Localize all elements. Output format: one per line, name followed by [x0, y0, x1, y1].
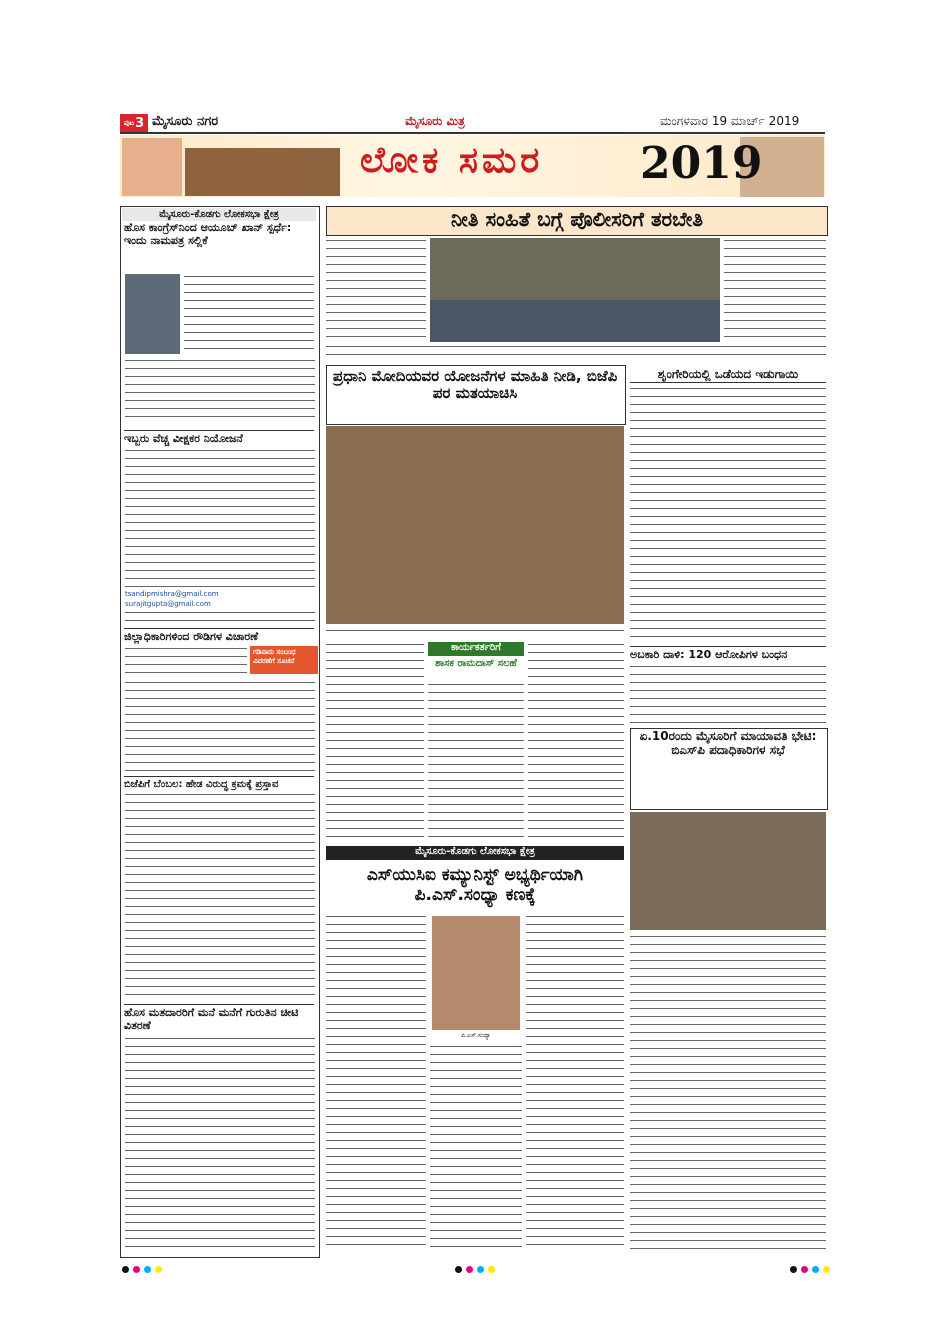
sandhya-photo [432, 916, 520, 1030]
modi-story-photo [326, 426, 624, 624]
suci-text-3 [526, 914, 624, 1250]
suci-text-1 [326, 914, 426, 1250]
left-story2-text-cont [125, 610, 315, 624]
banner-title: ಲೋಕ ಸಮರ [360, 140, 544, 181]
left-story5-headline: ಹೊಸ ಮತದಾರರಿಗೆ ಮನೆ ಮನೆಗೆ ಗುರುತಿನ ಚೀಟಿ ವಿತರಣೆ [124, 1004, 314, 1032]
reg-dot-cyan [144, 1266, 151, 1273]
right-story2-headline: ಅಬಕಾರಿ ದಾಳಿ: 120 ಆರೋಪಿಗಳ ಬಂಧನ [630, 646, 826, 662]
issue-date: ಮಂಗಳವಾರ 19 ಮಾರ್ಚ್ 2019 [660, 114, 800, 128]
top-story-text-3 [326, 344, 826, 360]
left-story2-headline: ಇಬ್ಬರು ವೆಚ್ಚ ವೀಕ್ಷಕರ ನಿಯೋಜನೆ [124, 430, 314, 446]
reg-dot-black [122, 1266, 129, 1273]
section-name: ಮೈಸೂರು ನಗರ [152, 114, 219, 129]
left-kicker: ಮೈಸೂರು-ಕೊಡಗು ಲೋಕಸಭಾ ಕ್ಷೇತ್ರ [122, 208, 316, 221]
left-story1-text-cont [125, 358, 315, 424]
left-headline: ಹೊಸ ಕಾಂಗ್ರೆಸ್‌ನಿಂದ ಆಯೂಬ್ ಖಾನ್ ಸ್ಪರ್ಧೆ: ಇಂದು ನಾಮಪತ್ರ ಸಲ್ಲಿಕೆ [124, 221, 292, 247]
ayub-khan-photo [125, 274, 180, 354]
right-story3-text [630, 934, 826, 1250]
reg-dot-black [790, 1266, 797, 1273]
sandhya-photo-caption: ಪಿ.ಎಸ್.ಸಂಧ್ಯಾ [461, 1032, 491, 1039]
left-story5-text [125, 1036, 315, 1250]
left-story3-headline: ಜಿಲ್ಲಾಧಿಕಾರಿಗಳಿಂದ ರೌಡಿಗಳ ವಿಚಾರಣೆ [124, 628, 314, 644]
reg-dot-yellow [488, 1266, 495, 1273]
left-story3-text [125, 646, 247, 676]
banner-year: 2019 [640, 138, 763, 189]
registration-marks-center [455, 1266, 495, 1273]
masthead: ಮೈಸೂರು ಮಿತ್ರ [405, 114, 465, 128]
left-story2-text [125, 448, 315, 588]
reg-dot-yellow [823, 1266, 830, 1273]
left-story3-badge: ಗಡಿಪಾರು ಸಂಬಂಧ ವಿವರಣೆಗೆ ಸೂಚನೆ [250, 646, 318, 674]
modi-photo-caption [326, 628, 624, 638]
registration-marks-right [790, 1266, 830, 1273]
right-story1-headline: ಶೃಂಗೇರಿಯಲ್ಲಿ ಒಡೆಯದ ಇಡುಗಾಯಿ [630, 368, 826, 383]
right-story3-headline: ಏ.10ರಂದು ಮೈಸೂರಿಗೆ ಮಾಯಾವತಿ ಭೇಟಿ: ಬಿಎಸ್‌ಪಿ ಪದಾಧಿಕಾರಿಗಳ ಸಭೆ [639, 729, 817, 757]
reg-dot-black [455, 1266, 462, 1273]
reg-dot-cyan [812, 1266, 819, 1273]
voting-hand-image [122, 138, 182, 196]
reg-dot-yellow [155, 1266, 162, 1273]
left-story3-text-cont [125, 680, 315, 774]
reg-dot-magenta [466, 1266, 473, 1273]
email-link-1[interactable]: tsandipmishra@gmail.com [125, 590, 219, 598]
suci-text-2 [430, 1044, 522, 1250]
suci-headline: ಎಸ್‌ಯುಸಿಐ ಕಮ್ಯುನಿಸ್ಟ್ ಅಭ್ಯರ್ಥಿಯಾಗಿ ಪಿ.ಎಸ್.ಸಂಧ್ಯಾ ಕಣಕ್ಕೆ [366, 865, 584, 905]
page-label: ಪುಟ [123, 118, 135, 127]
reg-dot-magenta [133, 1266, 140, 1273]
right-story2-text [630, 664, 826, 724]
reg-dot-magenta [801, 1266, 808, 1273]
modi-story-text-2 [428, 682, 524, 840]
top-story-text-1 [326, 238, 426, 340]
registration-marks-left [122, 1266, 162, 1273]
modi-story-text-1 [326, 642, 424, 840]
right-story1-text [630, 386, 826, 640]
left-story1-text [184, 274, 314, 354]
email-link-2[interactable]: surajitgupta@gmail.com [125, 600, 211, 608]
top-story-text-2 [724, 238, 826, 340]
parliament-image [185, 148, 340, 196]
top-headline: ನೀತಿ ಸಂಹಿತೆ ಬಗ್ಗೆ ಪೊಲೀಸರಿಗೆ ತರಬೇತಿ [451, 207, 703, 231]
modi-side-label: ಕಾರ್ಯಕರ್ತರಿಗೆ [428, 642, 524, 656]
left-story4-headline: ಬಿಜೆಪಿಗೆ ಬೆಂಬಲ: ಹೇಡ ವಿರುದ್ಧ ಕ್ರಮಕ್ಕೆ ಪ್ರಸ್ತಾವ [124, 776, 314, 791]
modi-story-text-3 [528, 642, 624, 840]
bsp-meeting-photo [630, 812, 826, 930]
reg-dot-cyan [477, 1266, 484, 1273]
modi-headline: ಪ್ರಧಾನಿ ಮೋದಿಯವರ ಯೋಜನೆಗಳ ಮಾಹಿತಿ ನೀಡಿ, ಬಿಜೆಪಿ ಪರ ಮತಯಾಚಿಸಿ [332, 367, 618, 403]
left-story4-text [125, 792, 315, 1002]
suci-kicker: ಮೈಸೂರು-ಕೊಡಗು ಲೋಕಸಭಾ ಕ್ಷೇತ್ರ [326, 846, 624, 860]
police-audience [430, 300, 720, 342]
modi-side-label2: ಶಾಸಕ ರಾಮದಾಸ್ ಸಲಹೆ [435, 658, 517, 669]
page-number: ಪುಟ 3 [120, 114, 148, 132]
